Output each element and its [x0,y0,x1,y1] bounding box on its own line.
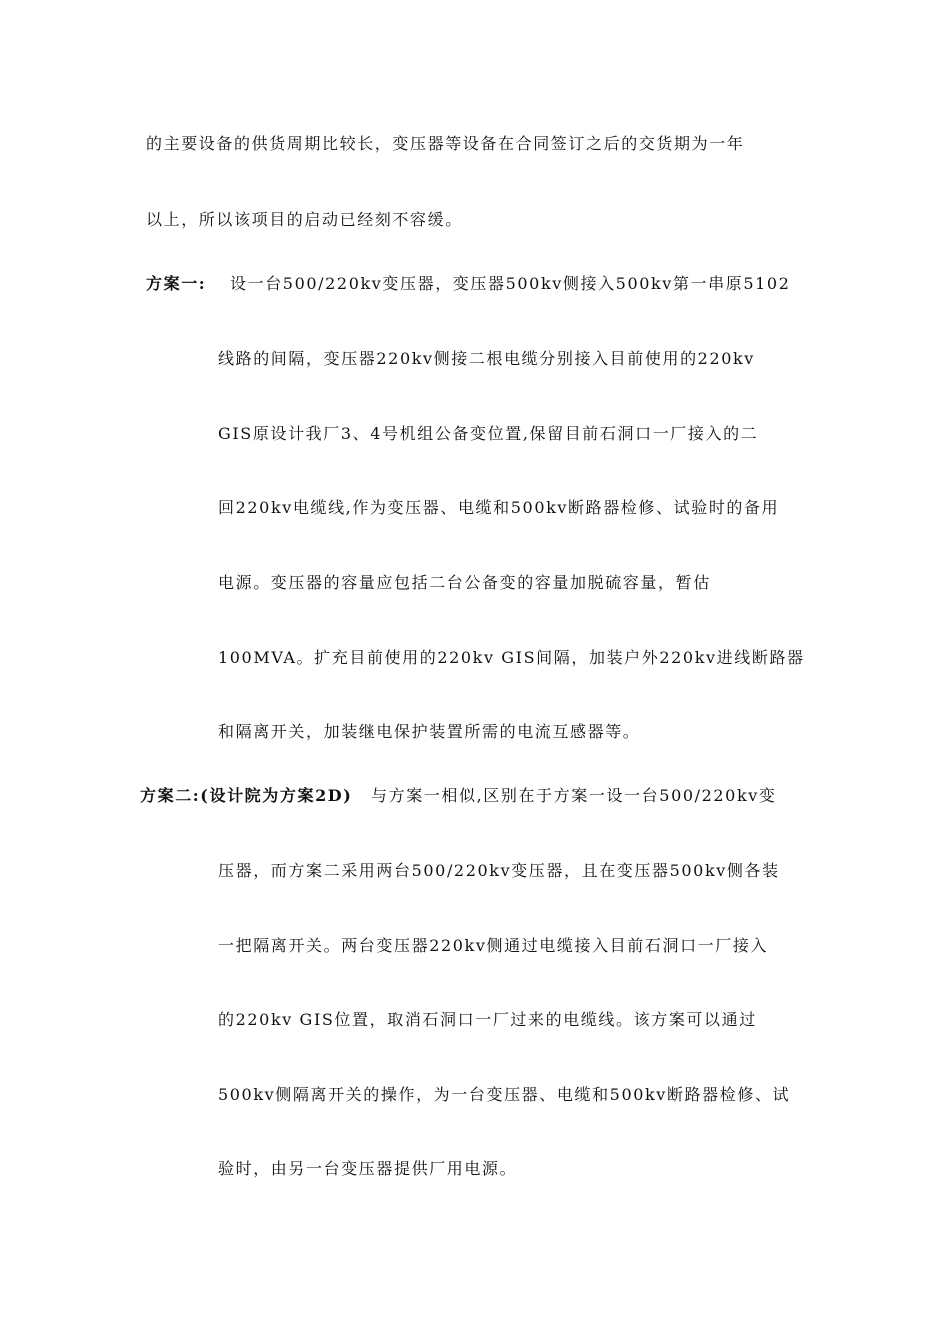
option1-first-line: 设一台500/220kv变压器，变压器500kv侧接入500kv第一串原5102 [230,274,791,293]
option1-line-7: 和隔离开关，加装继电保护装置所需的电流互感器等。 [218,722,641,741]
option2-line-4: 的220kv GIS位置，取消石洞口一厂过来的电缆线。该方案可以通过 [218,1010,757,1029]
option2-line-2: 压器，而方案二采用两台500/220kv变压器，且在变压器500kv侧各装 [218,861,780,880]
option2-label: 方案二:(设计院为方案2D) [140,786,353,805]
option2-line-6: 验时，由另一台变压器提供厂用电源。 [218,1159,518,1178]
intro-line-1: 的主要设备的供货周期比较长，变压器等设备在合同签订之后的交货期为一年 [146,134,745,153]
option1-line-3: GIS原设计我厂3、4号机组公备变位置,保留目前石洞口一厂接入的二 [218,424,759,443]
intro-line-2: 以上，所以该项目的启动已经刻不容缓。 [146,210,463,229]
option1-label: 方案一: [146,274,207,293]
option2-line-5: 500kv侧隔离开关的操作，为一台变压器、电缆和500kv断路器检修、试 [218,1085,791,1104]
option1-line-2: 线路的间隔，变压器220kv侧接二根电缆分别接入目前使用的220kv [218,349,755,368]
option2-first-line: 与方案一相似,区别在于方案一设一台500/220kv变 [371,786,777,805]
option1-line-6: 100MVA。扩充目前使用的220kv GIS间隔，加装户外220kv进线断路器 [218,648,805,667]
option1-line-4: 回220kv电缆线,作为变压器、电缆和500kv断路器检修、试验时的备用 [218,498,780,517]
option2-line-3: 一把隔离开关。两台变压器220kv侧通过电缆接入目前石洞口一厂接入 [218,936,769,955]
option1-line-5: 电源。变压器的容量应包括二台公备变的容量加脱硫容量，暂估 [218,573,711,592]
